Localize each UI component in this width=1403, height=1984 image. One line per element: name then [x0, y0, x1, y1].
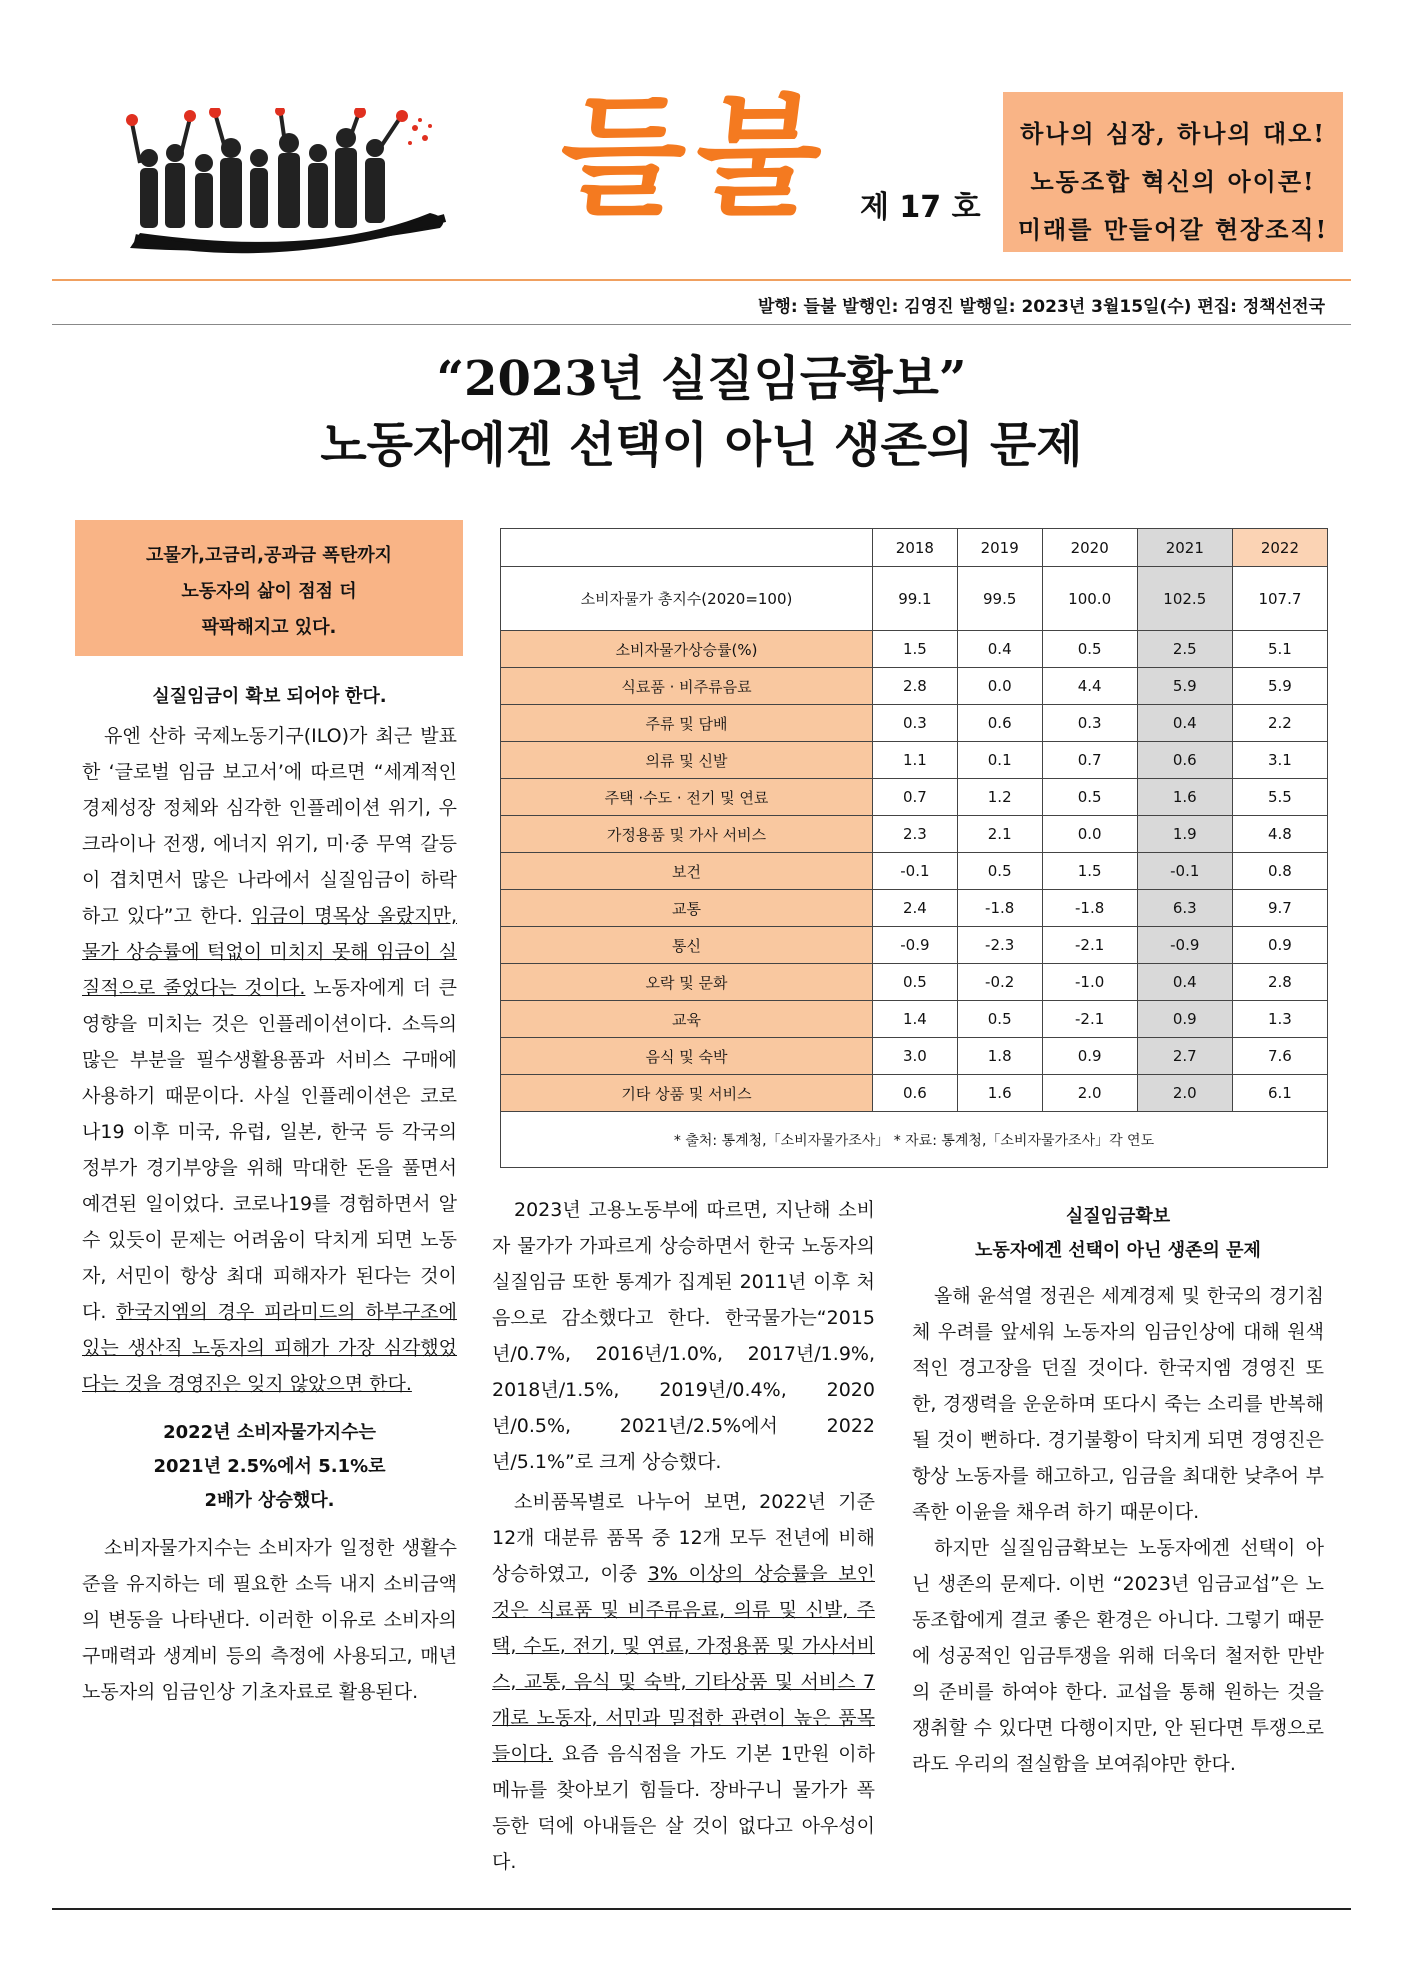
table-cell: 6.3	[1137, 890, 1232, 927]
table-cell: -1.8	[957, 890, 1042, 927]
right-column	[912, 1200, 1324, 1782]
table-cell: 1.5	[1042, 853, 1137, 890]
left-callout-box	[75, 520, 463, 656]
table-cell: 6.1	[1232, 1075, 1327, 1112]
table-cell: 1.6	[1137, 779, 1232, 816]
cpi-table	[500, 528, 1328, 1168]
callout-line: 노동자의 삶이 점점 더	[181, 581, 357, 602]
paragraph	[492, 1484, 875, 1880]
table-cell: 1.6	[957, 1075, 1042, 1112]
table-row	[501, 668, 1328, 705]
table-cell: -0.1	[873, 853, 958, 890]
table-cell: 1.8	[957, 1038, 1042, 1075]
divider	[52, 324, 1351, 325]
table-row-label: 기타 상품 및 서비스	[501, 1075, 873, 1112]
table-cell: 2.8	[873, 668, 958, 705]
headline	[0, 348, 1403, 480]
section-subhead: 2021년 2.5%에서 5.1%로	[153, 1456, 386, 1477]
table-cell: -0.1	[1137, 853, 1232, 890]
table-cell: 1.2	[957, 779, 1042, 816]
table-cell: 99.5	[957, 567, 1042, 631]
table-cell: 0.9	[1137, 1001, 1232, 1038]
table-cell: 2.3	[873, 816, 958, 853]
paragraph: 올해 윤석열 정권은 세계경제 및 한국의 경기침체 우려를 앞세워 노동자의 임금인상에 대해 원색적인 경고장을 던질 것이다. 한국지엠 경영진 또한, 경쟁력을 운운하며 또다시 죽는 소리를 반복해 될 것이 뻔하다. 경기불황이 닥치게 되면 경영진은 항상 노동자를 해고하고, 임금을 최대한 낮추어 부족한 이윤을 채우려 하기 때문이다.	[912, 1285, 1324, 1523]
table-cell: 2.2	[1232, 705, 1327, 742]
callout-line: 팍팍해지고 있다.	[201, 617, 337, 638]
table-cell: 0.5	[957, 1001, 1042, 1038]
section-subhead: 실질임금확보	[1065, 1206, 1171, 1227]
table-cell: 2.1	[957, 816, 1042, 853]
table-row	[501, 1038, 1328, 1075]
section-subhead: 노동자에겐 선택이 아닌 생존의 문제	[975, 1240, 1261, 1261]
table-cell: 0.4	[957, 631, 1042, 668]
table-row-label: 주류 및 담배	[501, 705, 873, 742]
text-run: 유엔 산하 국제노동기구(ILO)가 최근 발표한 ‘글로벌 임금 보고서’에 따르면 “세계적인 경제성장 정체와 심각한 인플레이션 위기, 우크라이나 전쟁, 에너지 위기, 미·중 무역 갈등이 겹치면서 많은 나라에서 실질임금이 하락하고 있다”고 한다.	[82, 725, 457, 927]
table-cell: 0.5	[957, 853, 1042, 890]
table-cell: -0.9	[873, 927, 958, 964]
table-cell: 7.6	[1232, 1038, 1327, 1075]
table-row	[501, 964, 1328, 1001]
paragraph: 하지만 실질임금확보는 노동자에겐 선택이 아닌 생존의 문제다. 이번 “2023년 임금교섭”은 노동조합에게 결코 좋은 환경은 아니다. 그렇기 때문에 성공적인 임금투쟁을 위해 더욱더 철저한 만반의 준비를 하여야 한다. 교섭을 통해 원하는 것을 쟁취할 수 있다면 다행이지만, 안 된다면 투쟁으로 라도 우리의 절실함을 보여줘야만 한다.	[912, 1537, 1324, 1775]
table-cell: -1.0	[1042, 964, 1137, 1001]
table-row	[501, 1001, 1328, 1038]
table-row-label: 보건	[501, 853, 873, 890]
table-row	[501, 631, 1328, 668]
divider	[52, 1908, 1351, 1910]
text-run: 요즘 음식점을 가도 기본 1만원 이하 메뉴를 찾아보기 힘들다. 장바구니 물가가 폭등한 덕에 아내들은 살 것이 없다고 아우성이다.	[492, 1743, 875, 1873]
table-cell: 1.4	[873, 1001, 958, 1038]
underlined-text: 3% 이상의 상승률을 보인 것은 식료품 및 비주류음료, 의류 및 신발, 주택, 수도, 전기, 및 연료, 가정용품 및 가사서비스, 교통, 음식 및 숙박, 기타상품 및 서비스 7개로 노동자, 서민과 밀접한 관련이 높은 품목들이다.	[492, 1563, 875, 1765]
table-cell: 0.3	[873, 705, 958, 742]
table-source-row	[501, 1112, 1328, 1168]
callout-line: 고물가,고금리,공과금 폭탄까지	[146, 545, 392, 566]
table-cell: 0.0	[957, 668, 1042, 705]
table-cell: 0.1	[957, 742, 1042, 779]
table-year-header: 2020	[1042, 529, 1137, 567]
table-cell: 3.1	[1232, 742, 1327, 779]
table-cell: 0.5	[1042, 631, 1137, 668]
table-cell: 1.5	[873, 631, 958, 668]
table-cell: 4.4	[1042, 668, 1137, 705]
table-row	[501, 927, 1328, 964]
table-row-label: 소비자물가상승률(%)	[501, 631, 873, 668]
table-row-label: 음식 및 숙박	[501, 1038, 873, 1075]
slogan-line: 미래를 만들어갈 현장조직!	[1017, 215, 1329, 244]
table-cell: 1.1	[873, 742, 958, 779]
table-row-label: 통신	[501, 927, 873, 964]
table-cell: 5.1	[1232, 631, 1327, 668]
table-source-note: * 출처: 통계청,「소비자물가조사」 * 자료: 통계청,「소비자물가조사」각 연도	[501, 1112, 1328, 1168]
table-cell: 0.6	[873, 1075, 958, 1112]
table-cell: 1.3	[1232, 1001, 1327, 1038]
paragraph	[82, 718, 457, 1402]
table-header-row	[501, 529, 1328, 567]
table-cell: 0.5	[1042, 779, 1137, 816]
table-row-label: 가정용품 및 가사 서비스	[501, 816, 873, 853]
table-cell: -0.9	[1137, 927, 1232, 964]
slogan-line: 노동조합 혁신의 아이콘!	[1030, 167, 1316, 196]
underlined-text: 임금이 명목상 올랐지만, 물가 상승률에 턱없이 미치지 못해 임금이 실질적으로 줄었다는 것이다.	[82, 905, 457, 999]
middle-column	[492, 1192, 875, 1880]
table-cell: 100.0	[1042, 567, 1137, 631]
table-row	[501, 742, 1328, 779]
table-cell: 4.8	[1232, 816, 1327, 853]
table-cell: 0.7	[873, 779, 958, 816]
left-column	[82, 680, 457, 1710]
table-cell: 0.4	[1137, 705, 1232, 742]
table-cell: -2.3	[957, 927, 1042, 964]
issue-number: 제 17 호	[860, 190, 981, 225]
text-run: 노동자에게 더 큰 영향을 미치는 것은 인플레이션이다. 소득의 많은 부분을 필수생활용품과 서비스 구매에 사용하기 때문이다. 사실 인플레이션은 코로나19 이후 미국, 유럽, 일본, 한국 등 각국의 정부가 경기부양을 위해 막대한 돈을 풀면서 예견된 일이었다. 코로나19를 경험하면서 알 수 있듯이 문제는 어려움이 닥치게 되면 노동자, 서민이 항상 최대 피해자가 된다는 것이다.	[82, 977, 457, 1323]
table-row-label: 교육	[501, 1001, 873, 1038]
section-subhead: 2배가 상승했다.	[204, 1490, 335, 1511]
table-cell: 0.4	[1137, 964, 1232, 1001]
paragraph: 소비자물가지수는 소비자가 일정한 생활수준을 유지하는 데 필요한 소득 내지 소비금액의 변동을 나타낸다. 이러한 이유로 소비자의 구매력과 생계비 등의 측정에 사용되고, 매년 노동자의 임금인상 기초자료로 활용된다.	[82, 1537, 457, 1703]
table-cell: 0.7	[1042, 742, 1137, 779]
table-cell: 9.7	[1232, 890, 1327, 927]
table-row-label: 식료품 · 비주류음료	[501, 668, 873, 705]
masthead-title: 들불	[552, 81, 840, 233]
table-year-header: 2021	[1137, 529, 1232, 567]
table-cell: 5.5	[1232, 779, 1327, 816]
table-cell: -0.2	[957, 964, 1042, 1001]
section-subhead: 실질임금이 확보 되어야 한다.	[152, 686, 387, 707]
underlined-text: 한국지엠의 경우 피라미드의 하부구조에 있는 생산직 노동자의 피해가 가장 심각했었다는 것을 경영진은 잊지 않았으면 한다.	[82, 1301, 458, 1395]
slogan-line: 하나의 심장, 하나의 대오!	[1020, 119, 1326, 148]
table-cell: 0.6	[1137, 742, 1232, 779]
table-cell: 5.9	[1232, 668, 1327, 705]
table-cell: 2.5	[1137, 631, 1232, 668]
table-cell: 0.3	[1042, 705, 1137, 742]
table-row	[501, 853, 1328, 890]
publication-info: 발행: 들불 발행인: 김영진 발행일: 2023년 3월15일(수) 편집: 정책선전국	[757, 297, 1325, 317]
table-cell: 0.9	[1232, 927, 1327, 964]
table-cell: 2.4	[873, 890, 958, 927]
table-cell: -2.1	[1042, 1001, 1137, 1038]
table-year-header: 2022	[1232, 529, 1327, 567]
table-cell: 102.5	[1137, 567, 1232, 631]
table-cell: 2.0	[1137, 1075, 1232, 1112]
paragraph: 2023년 고용노동부에 따르면, 지난해 소비자 물가가 가파르게 상승하면서 한국 노동자의 실질임금 또한 통계가 집계된 2011년 이후 처음으로 감소했다고 한다. 한국물가는“2015년/0.7%, 2016년/1.0%, 2017년/1.9%, 2018년/1.5%, 2019년/0.4%, 2020년/0.5%, 2021년/2.5%에서 2022년/5.1%”로 크게 상승했다.	[492, 1199, 875, 1473]
table-row	[501, 567, 1328, 631]
table-cell: -1.8	[1042, 890, 1137, 927]
table-row	[501, 779, 1328, 816]
table-year-header: 2019	[957, 529, 1042, 567]
table-row-label: 교통	[501, 890, 873, 927]
table-cell: 0.0	[1042, 816, 1137, 853]
section-subhead: 2022년 소비자물가지수는	[163, 1422, 376, 1443]
table-cell: 107.7	[1232, 567, 1327, 631]
headline-line-2: 노동자에겐 선택이 아닌 생존의 문제	[320, 417, 1083, 473]
table-cell: 2.8	[1232, 964, 1327, 1001]
torch-crowd-logo	[120, 108, 450, 258]
slogan-box	[1003, 92, 1343, 252]
table-cell: 2.7	[1137, 1038, 1232, 1075]
table-row	[501, 705, 1328, 742]
headline-line-1: “2023년 실질임금확보”	[436, 351, 967, 407]
table-row-label: 소비자물가 총지수(2020=100)	[501, 567, 873, 631]
table-cell: 3.0	[873, 1038, 958, 1075]
table-row	[501, 1075, 1328, 1112]
table-cell: 0.5	[873, 964, 958, 1001]
divider	[52, 279, 1351, 281]
table-cell: -2.1	[1042, 927, 1137, 964]
table-corner-cell	[501, 529, 873, 567]
table-cell: 2.0	[1042, 1075, 1137, 1112]
table-cell: 5.9	[1137, 668, 1232, 705]
table-row	[501, 816, 1328, 853]
table-row-label: 주택 ·수도 · 전기 및 연료	[501, 779, 873, 816]
table-cell: 1.9	[1137, 816, 1232, 853]
table-cell: 0.9	[1042, 1038, 1137, 1075]
table-year-header: 2018	[873, 529, 958, 567]
text-run: 소비품목별로 나누어 보면, 2022년 기준 12개 대분류 품목 중 12개 모두 전년에 비해 상승하였고, 이중	[492, 1491, 875, 1585]
table-cell: 99.1	[873, 567, 958, 631]
table-row-label: 의류 및 신발	[501, 742, 873, 779]
table-row	[501, 890, 1328, 927]
table-cell: 0.6	[957, 705, 1042, 742]
table-cell: 0.8	[1232, 853, 1327, 890]
table-row-label: 오락 및 문화	[501, 964, 873, 1001]
